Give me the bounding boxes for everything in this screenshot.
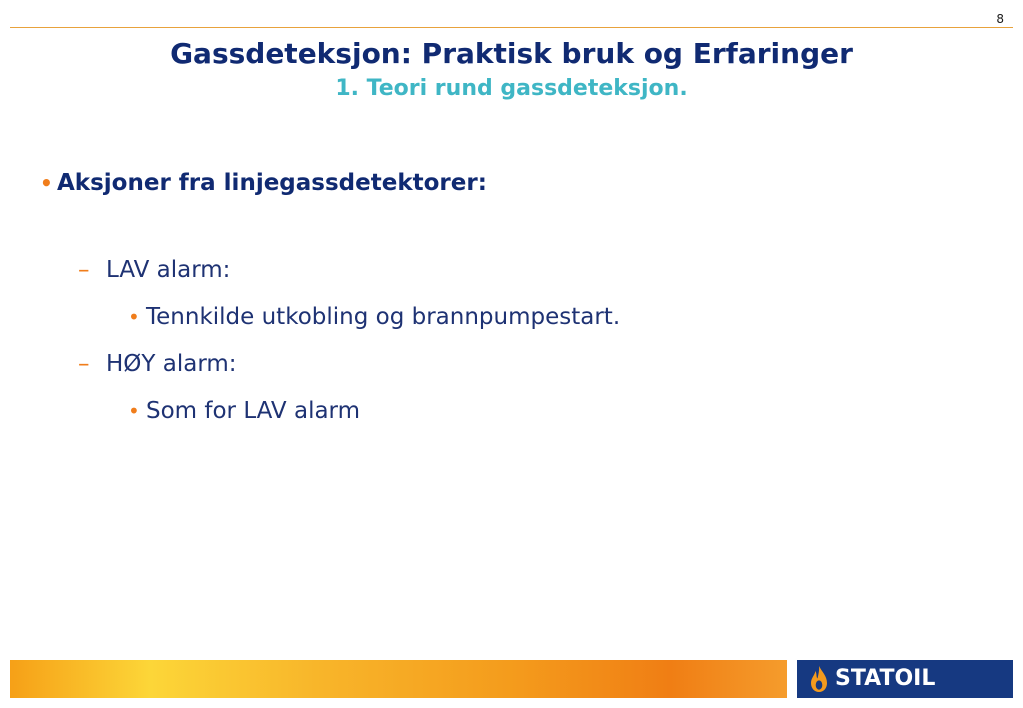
dash-bullet-icon: –: [78, 351, 90, 377]
list-item-label: LAV alarm:: [106, 257, 231, 283]
header-rule: [10, 27, 1013, 28]
list-item-low-alarm: [78, 253, 230, 287]
bullet-heading: [40, 164, 487, 202]
sub-item-high-alarm: [128, 394, 360, 428]
sub-item-low-alarm: [128, 300, 620, 334]
bullet-dot-icon: •: [128, 399, 140, 423]
flame-icon: [809, 665, 829, 693]
dash-bullet-icon: –: [78, 257, 90, 283]
list-item-label: HØY alarm:: [106, 351, 237, 377]
footer-gradient-bar: [10, 660, 787, 698]
sub-item-text: Som for LAV alarm: [146, 398, 361, 424]
page-number: 8: [996, 12, 1004, 26]
slide-title: Gassdeteksjon: Praktisk bruk og Erfaringer: [170, 37, 853, 70]
logo-text: STATOIL: [835, 666, 936, 691]
statoil-logo: [797, 660, 1013, 698]
sub-item-text: Tennkilde utkobling og brannpumpestart.: [146, 304, 621, 330]
list-item-high-alarm: [78, 347, 237, 381]
bullet-heading-text: Aksjoner fra linjegassdetektorer:: [57, 170, 487, 196]
slide-subtitle: 1. Teori rund gassdeteksjon.: [335, 76, 688, 101]
bullet-dot-icon: •: [40, 171, 53, 195]
bullet-dot-icon: •: [128, 305, 140, 329]
